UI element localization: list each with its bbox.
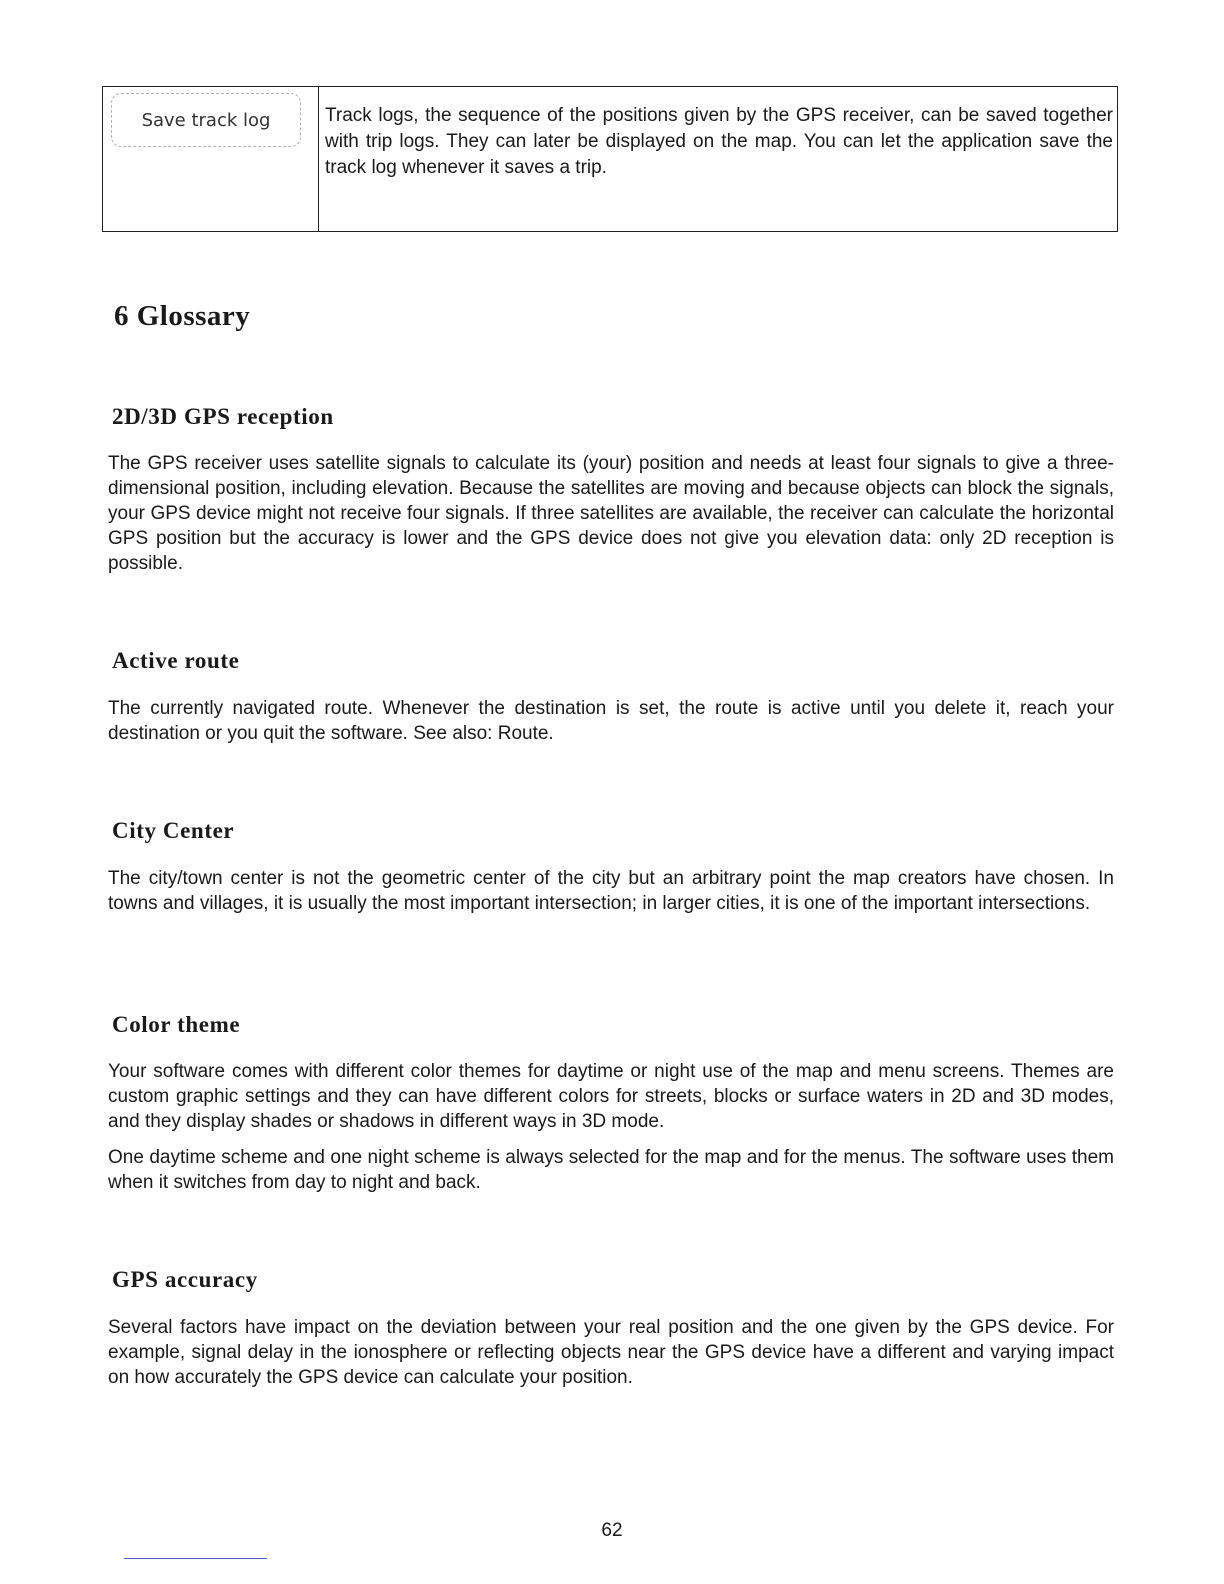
chapter-title: 6 Glossary xyxy=(114,300,251,332)
entry-body: One daytime scheme and one night scheme is always selected for the map and for the menus. The software uses them when it switches from day to night and back. xyxy=(108,1147,1114,1193)
footnote-divider xyxy=(124,1558,267,1559)
entry-heading: City Center xyxy=(112,818,235,843)
entry-heading: 2D/3D GPS reception xyxy=(112,404,334,429)
settings-table xyxy=(102,86,1118,232)
glossary-entry-active-route xyxy=(108,648,1114,746)
entry-body: The currently navigated route. Whenever the destination is set, the route is active until you delete it, reach your destination or you quit the software. See also: Route. xyxy=(108,698,1114,744)
glossary-entry-gps-accuracy xyxy=(108,1267,1114,1390)
entry-body: The GPS receiver uses satellite signals to calculate its (your) position and needs at least four signals to give a three-dimensional position, including elevation. Because the satellites are moving and because objects can block the signals, your GPS device might not receive four signals. If three satellites are available, the receiver can calculate the horizontal GPS position but the accuracy is lower and the GPS device does not give you elevation data: only 2D reception is possible. xyxy=(108,453,1114,574)
entry-heading: Active route xyxy=(112,648,240,673)
page-number: 62 xyxy=(601,1520,623,1541)
entry-body: Several factors have impact on the deviation between your real position and the one given by the GPS device. For example, signal delay in the ionosphere or reflecting objects near the GPS device have a different and varying impact on how accurately the GPS device can calculate your position. xyxy=(108,1317,1114,1388)
entry-heading: Color theme xyxy=(112,1012,241,1037)
entry-body: The city/town center is not the geometric center of the city but an arbitrary point the map creators have chosen. In towns and villages, it is usually the most important intersection; in larger cities, it is one of the important intersections. xyxy=(108,868,1114,914)
glossary-entry-city-center xyxy=(108,818,1114,916)
settings-description: Track logs, the sequence of the positions given by the GPS receiver, can be saved together with trip logs. They can later be displayed on the map. You can let the application save the track log whenever it saves a trip. xyxy=(325,105,1113,178)
save-track-log-button[interactable]: Save track log xyxy=(111,93,301,147)
entry-heading: GPS accuracy xyxy=(112,1267,258,1292)
settings-table-left-cell xyxy=(103,87,319,231)
glossary-entry-2d3d xyxy=(108,404,1114,576)
glossary-entry-color-theme xyxy=(108,1012,1114,1195)
entry-body: Your software comes with different color themes for daytime or night use of the map and menu screens. Themes are custom graphic settings and they can have different colors for streets, blocks or surface waters in 2D and 3D modes, and they display shades or shadows in different ways in 3D mode. xyxy=(108,1061,1114,1132)
